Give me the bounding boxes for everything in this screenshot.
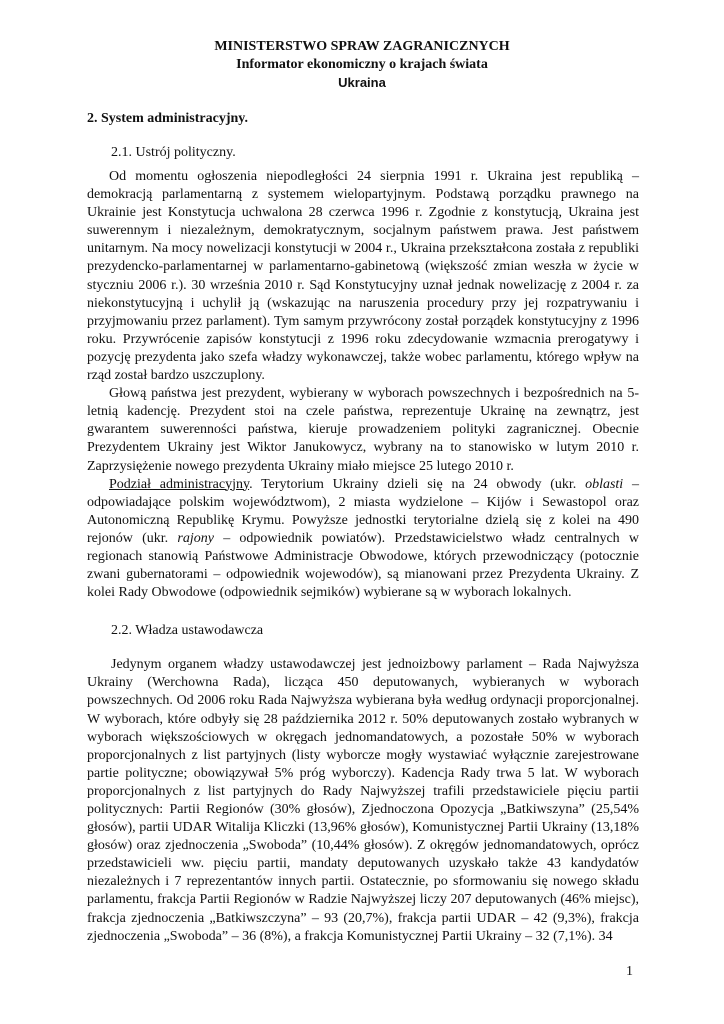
ministry-title: MINISTERSTWO SPRAW ZAGRANICZNYCH [214, 39, 510, 54]
paragraph-parliament: Jedynym organem władzy ustawodawczej jest jednoizbowy parlament – Rada Najwyższa Ukrainy (Werchowna Rada), licząca 450 deputowanych, wybieranych w wyborach powszechnych. Od 2006 roku Rada Najwyższa wybierana była według ordynacji proporcjonalnej. W wyborach, które odbyły się 28 października 2012 r. 50% deputowanych zostało wybranych w wyborach większościowych w okręgach jednomandatowych, a pozostałe 50% w wyborach proporcjonalnych z list partyjnych (listy wyborcze mogły wystawiać wyłącznie zarejestrowane partie polityczne; obowiązywał 5% próg wyborczy). Kadencja Rady trwa 5 lat. W wyborach proporcjonalnych z list partyjnych do Rady Najwyższej trafili przedstawiciele pięciu partii politycznych: Partii Regionów (30% głosów), Zjednoczona Opozycja „Batkiwszyna” (25,54% głosów), partii UDAR Witalija Kliczki (13,96% głosów), Komunistycznej Partii Ukrainy (13,18% głosów) oraz zjednoczenia „Swoboda” (10,44% głosów). Z okręgów jednomandatowych, oprócz przedstawicieli ww. pięciu partii, mandaty deputowanych uzyskało także 43 kandydatów niezależnych i 7 reprezentantów innych partii. Ostatecznie, po sformowaniu się nowego składu parlamentu, frakcja Partii Regionów w Radzie Najwyższej liczy 207 deputowanych (46% miejsc), frakcja zjednoczenia „Batkiwszczyna” – 93 (20,7%), frakcja partii UDAR – 42 (9,3%), frakcja zjednoczenia „Swoboda” – 36 (8%), a frakcja Komunistycznej Partii Ukrainy – 32 (7,1%). 34 [87, 657, 639, 944]
subsection-title-political-system: 2.1. Ustrój polityczny. [111, 145, 236, 160]
paragraph-president: Głową państwa jest prezydent, wybierany w wyborach powszechnych i bezpośrednich na 5-letnią kadencję. Prezydent stoi na czele państwa, reprezentuje Ukrainę na zewnątrz, jest gwarantem suwerenności państwa, kieruje prowadzeniem polityki zagranicznej. Obecnie Prezydentem Ukrainy jest Wiktor Janukowycz, wybrany na to stanowisko w lutym 2010 r. Zaprzysiężenie nowego prezydenta Ukrainy miało miejsce 25 lutego 2010 r. [87, 386, 639, 474]
section-title: 2. System administracyjny. [87, 111, 248, 126]
subsection-title-legislative-power: 2.2. Władza ustawodawcza [111, 623, 264, 639]
paragraph-administrative-division: Podział administracyjny. Terytorium Ukrainy dzieli się na 24 obwody (ukr. oblasti – odpowiadające polskim województwom), 2 miasta wydzielone – Kijów i Sewastopol oraz Autonomiczną Republikę Krymu. Powyższe jednostki terytorialne dzielą się z kolei na 490 rejonów (ukr. rajony – odpowiednik powiatów). Przedstawicielstwo władz centralnych w regionach stanowią Państwowe Administracje Obwodowe, których przewodniczący (potocznie zwani gubernatorami – odpowiednik wojewodów), są mianowani przez Prezydenta Ukrainy. Z kolei Rady Obwodowe (odpowiednik sejmików) wybierane są w wyborach lokalnych. [87, 476, 639, 601]
administrative-division-label: Podział administracyjny [109, 476, 250, 492]
document-header [0, 38, 724, 92]
document-subtitle: Informator ekonomiczny o krajach świata [236, 57, 488, 72]
paragraph-independence: Od momentu ogłoszenia niepodległości 24 sierpnia 1991 r. Ukraina jest republiką – demokracją parlamentarną z systemem wielopartyjnym. Podstawą porządku prawnego na Ukrainie jest Konstytucja uchwalona 28 czerwca 1996 r. Zgodnie z konstytucją, Ukraina jest suwerennym i niezależnym, demokratycznym, socjalnym państwem prawa. Jest państwem unitarnym. Na mocy nowelizacji konstytucji w 2004 r., Ukraina przekształcona została z republiki prezydencko-parlamentarnej w parlamentarno-gabinetową (większość zmian weszła w życie w styczniu 2006 r.). 30 września 2010 r. Sąd Konstytucyjny uznał jednak nowelizację z 2004 r. za niekonstytucyjną i uchylił ją (wskazując na naruszenia procedury przy jej rozpatrywaniu i przyjmowaniu przez parlament). Tym samym przywrócony został porządek konstytucyjny z 1996 roku. Przywrócenie zapisów konstytucji z 1996 roku zdecydowanie wzmacnia prerogatywy i pozycję prezydenta jako szefa władzy wykonawczej, także wobec parlamentu, którego wpływ na rząd został bardzo uszczuplony. [87, 169, 639, 384]
country-name: Ukraina [338, 75, 386, 90]
page-number: 1 [626, 964, 633, 979]
document-body [87, 110, 639, 946]
